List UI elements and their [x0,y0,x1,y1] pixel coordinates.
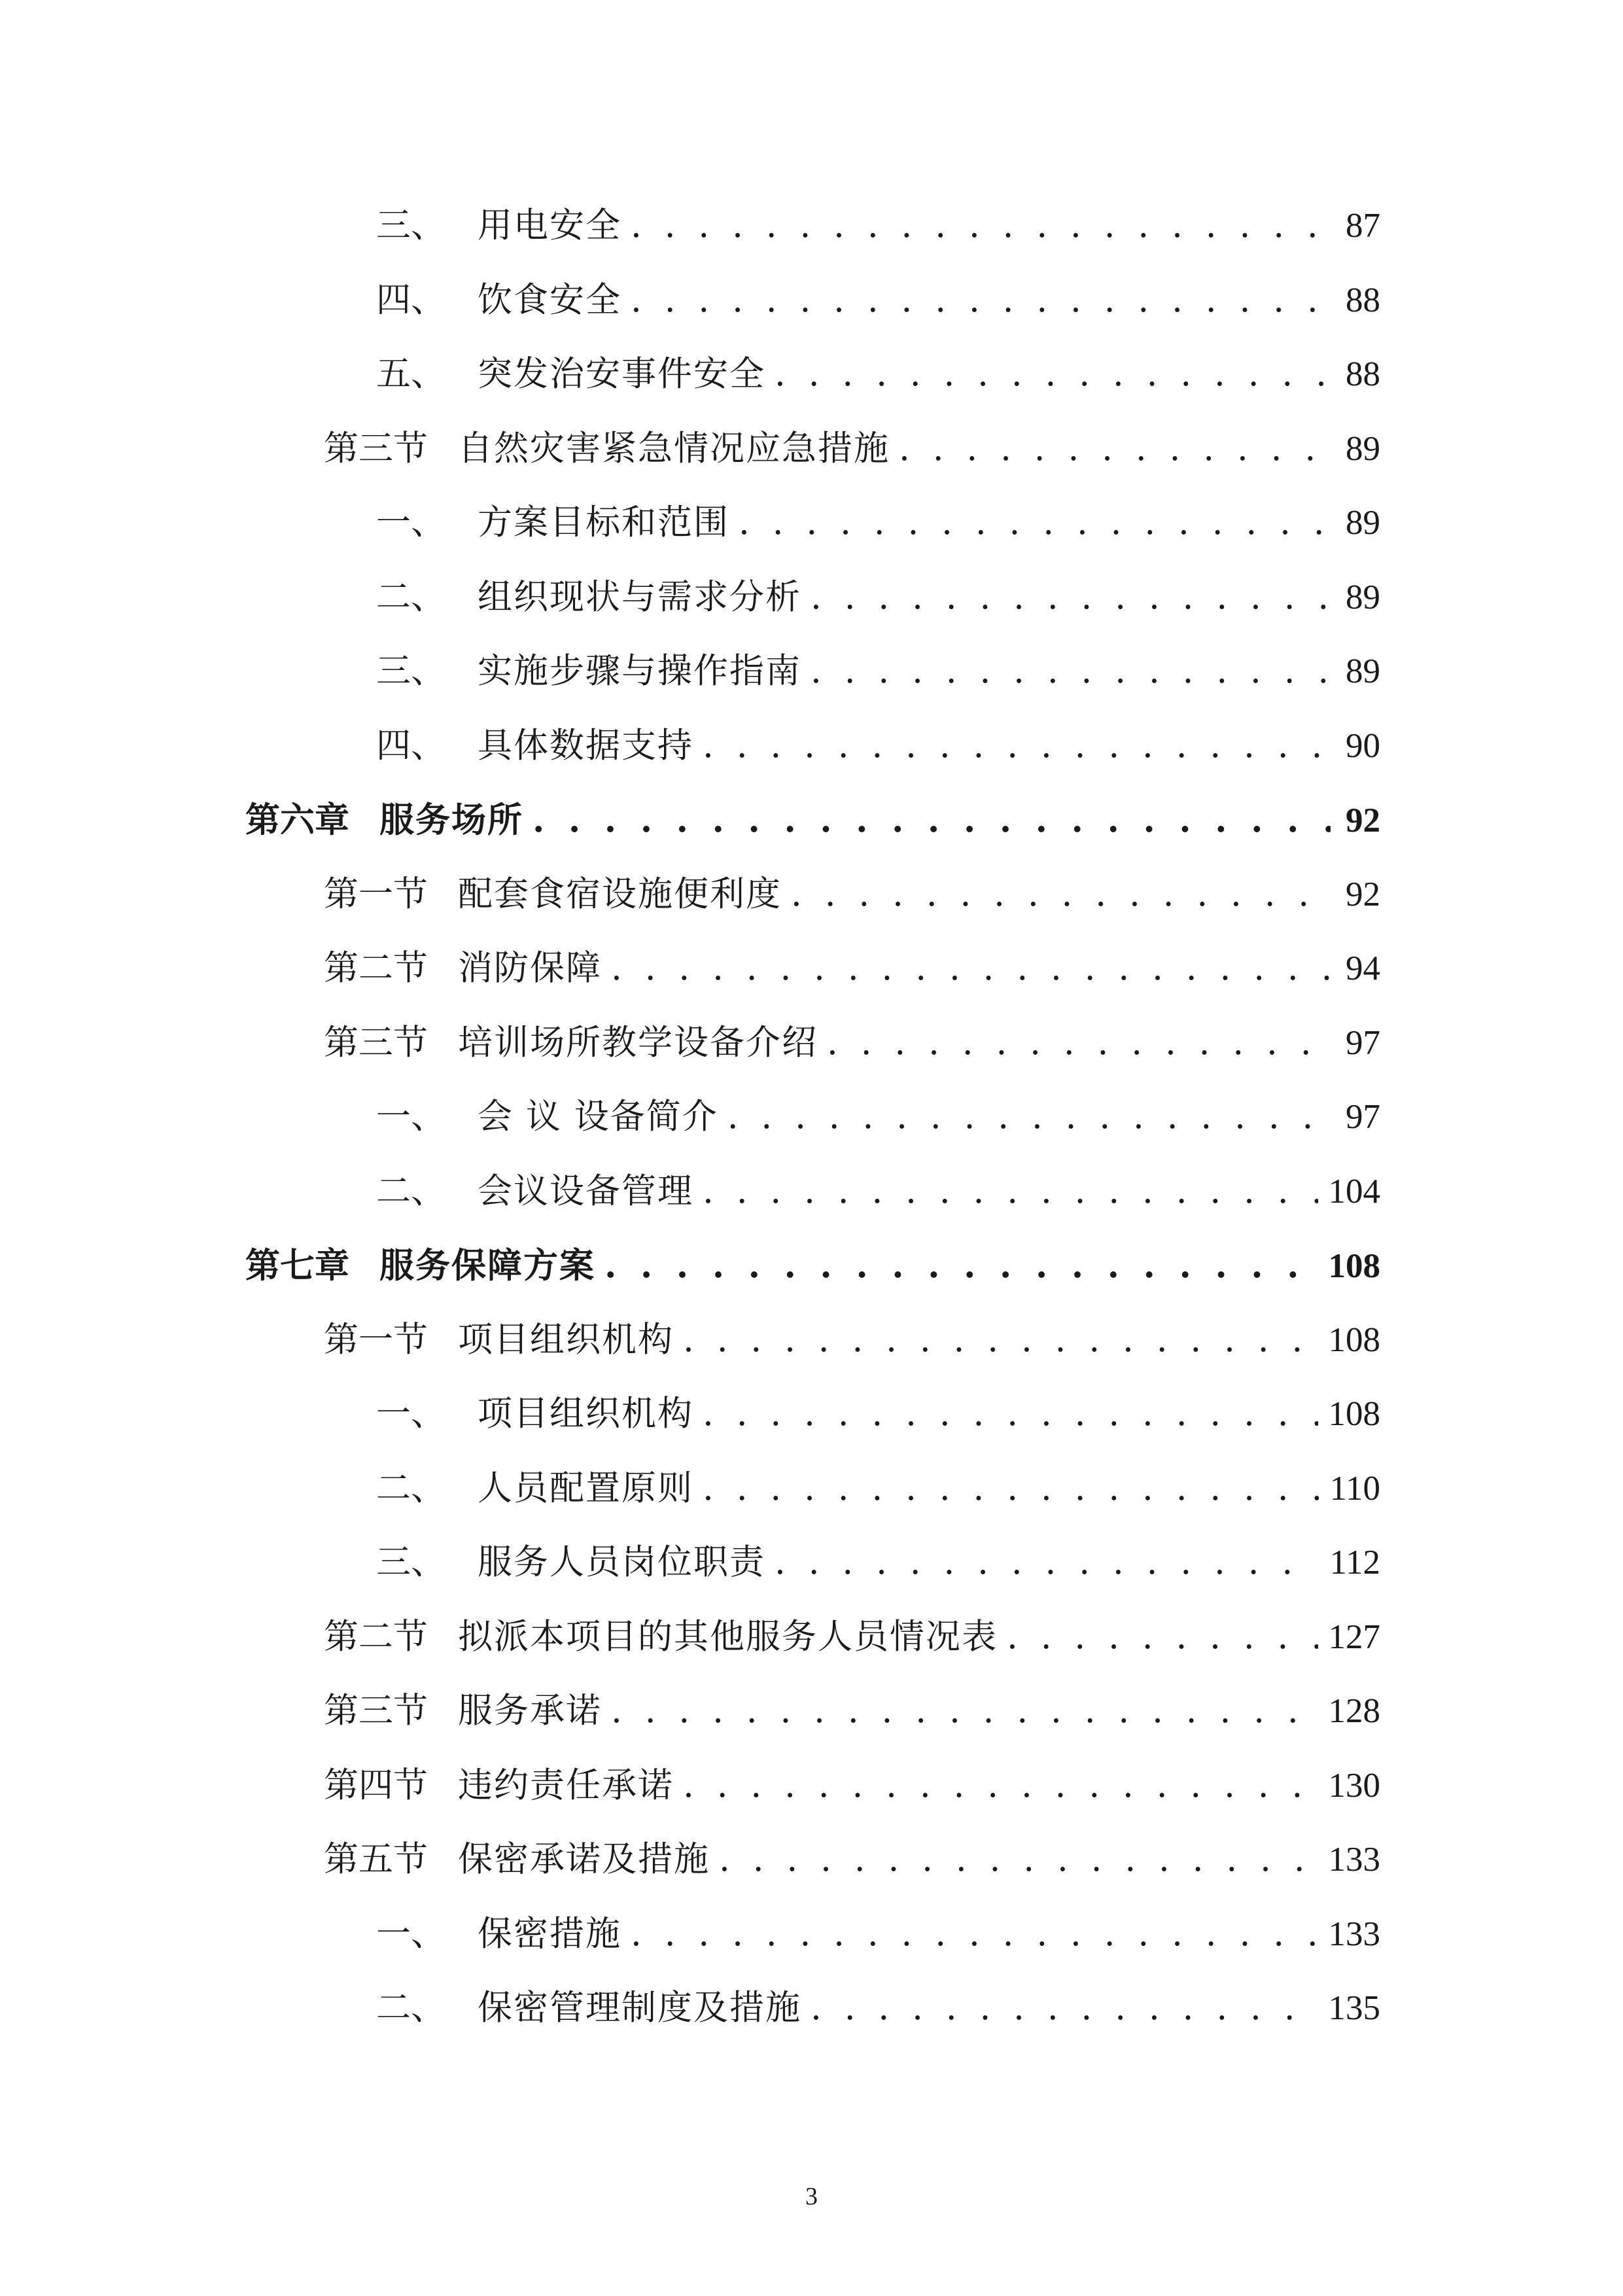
toc-subsection-entry[interactable] [376,345,1380,404]
toc-entry-page-number: 89 [1346,578,1380,616]
toc-dot-leader [739,493,1331,552]
toc-entry-page-number: 108 [1328,1395,1380,1433]
toc-dot-leader [791,865,1331,924]
toc-entry-number: 第五节 [324,1839,428,1879]
toc-chapter-entry[interactable] [245,1236,1380,1295]
toc-entry-page-number: 130 [1328,1766,1380,1805]
toc-entry-title: 具体数据支持 [478,725,693,766]
toc-entry-number: 第七章 [245,1245,349,1286]
toc-entry-number: 二、 [376,1988,445,2028]
footer-page-number: 3 [805,2183,818,2210]
toc-entry-page-number: 133 [1328,1915,1380,1953]
toc-entry-number: 二、 [376,576,445,617]
toc-entry-title: 服务场所 [379,800,523,840]
toc-section-entry[interactable] [324,1608,1380,1667]
toc-entry-title: 保密措施 [478,1913,621,1954]
toc-entry-page-number: 108 [1328,1247,1380,1285]
toc-dot-leader [811,642,1331,701]
toc-entry-title: 拟派本项目的其他服务人员情况表 [458,1616,998,1657]
toc-entry-number: 三、 [376,651,445,691]
toc-entry-title: 用电安全 [478,205,621,245]
toc-entry-number: 第三节 [324,1022,428,1063]
toc-entry-page-number: 110 [1329,1469,1380,1508]
toc-entry-page-number: 94 [1346,949,1380,987]
toc-entry-title: 服务保障方案 [379,1245,595,1286]
toc-dot-leader [631,1905,1318,1964]
toc-entry-number: 第六章 [245,800,349,840]
toc-section-entry[interactable] [324,419,1380,478]
toc-entry-page-number: 89 [1346,429,1380,468]
toc-entry-number: 第二节 [324,1616,428,1657]
toc-entry-page-number: 128 [1328,1692,1380,1730]
toc-entry-page-number: 97 [1346,1023,1380,1062]
toc-dot-leader [631,196,1331,255]
toc-dot-leader [532,790,1331,849]
toc-entry-title: 配套食宿设施便利度 [458,874,782,914]
toc-entry-title: 自然灾害紧急情况应急措施 [458,428,890,468]
toc-subsection-entry[interactable] [376,1905,1380,1964]
toc-section-entry[interactable] [324,1311,1380,1369]
toc-dot-leader [611,1682,1318,1740]
toc-dot-leader [604,1236,1318,1295]
toc-entry-page-number: 112 [1329,1544,1380,1581]
toc-entry-title: 违约责任承诺 [458,1765,674,1805]
toc-section-entry[interactable] [324,1014,1380,1072]
toc-dot-leader [1007,1608,1318,1667]
toc-entry-number: 一、 [376,1913,445,1954]
toc-dot-leader [775,345,1331,404]
toc-entry-page-number: 89 [1346,504,1380,542]
toc-section-entry[interactable] [324,1830,1380,1889]
toc-entry-number: 二、 [376,1468,445,1508]
toc-entry-title: 饮食安全 [478,279,621,320]
toc-subsection-entry[interactable] [376,1162,1380,1221]
toc-entry-page-number: 104 [1328,1172,1380,1210]
toc-entry-title: 培训场所教学设备介绍 [458,1022,818,1063]
toc-entry-number: 一、 [376,1097,445,1137]
toc-entry-page-number: 108 [1328,1320,1380,1359]
toc-entry-title: 项目组织机构 [478,1394,693,1434]
toc-dot-leader [775,1533,1319,1592]
toc-subsection-entry[interactable] [376,642,1380,701]
toc-entry-page-number: 135 [1328,1989,1380,2027]
toc-entry-title: 会 议 设备简介 [478,1097,718,1137]
toc-entry-number: 一、 [376,1394,445,1434]
toc-entry-page-number: 92 [1346,802,1380,839]
toc-entry-title: 实施步骤与操作指南 [478,651,801,691]
toc-dot-leader [727,1087,1331,1146]
toc-entry-title: 服务人员岗位职责 [478,1542,765,1582]
toc-entry-title: 方案目标和范围 [478,503,729,542]
toc-dot-leader [683,1311,1318,1369]
toc-entry-number: 五、 [376,354,445,394]
toc-dot-leader [703,1459,1319,1518]
toc-entry-number: 三、 [376,205,445,245]
toc-section-entry[interactable] [324,939,1380,998]
toc-dot-leader [683,1756,1318,1815]
toc-dot-leader [719,1830,1318,1889]
toc-entry-number: 一、 [376,503,445,542]
toc-entry-page-number: 92 [1346,875,1380,913]
toc-entry-title: 服务承诺 [458,1691,602,1731]
toc-subsection-entry[interactable] [376,1087,1380,1146]
toc-section-entry[interactable] [324,865,1380,924]
toc-section-entry[interactable] [324,1682,1380,1740]
toc-subsection-entry[interactable] [376,1533,1380,1592]
toc-subsection-entry[interactable] [376,1979,1380,2038]
toc-entry-number: 第三节 [324,1691,428,1731]
toc-dot-leader [611,939,1331,998]
toc-subsection-entry[interactable] [376,196,1380,255]
toc-entry-number: 四、 [376,725,445,766]
toc-entry-title: 项目组织机构 [458,1319,674,1360]
toc-entry-title: 突发治安事件安全 [478,354,765,394]
toc-entry-page-number: 127 [1328,1617,1380,1656]
toc-dot-leader [827,1014,1331,1072]
toc-chapter-entry[interactable] [245,790,1380,849]
toc-entry-number: 第二节 [324,948,428,988]
toc-subsection-entry[interactable] [376,271,1380,330]
toc-entry-title: 保密管理制度及措施 [478,1988,801,2028]
toc-subsection-entry[interactable] [376,716,1380,775]
toc-dot-leader [631,271,1331,330]
toc-subsection-entry[interactable] [376,1459,1380,1518]
toc-dot-leader [899,419,1331,478]
toc-entry-number: 第一节 [324,874,428,914]
toc-entry-title: 人员配置原则 [478,1468,693,1508]
toc-entry-title: 会议设备管理 [478,1171,693,1211]
toc-entry-number: 第一节 [324,1319,428,1360]
toc-dot-leader [703,1162,1318,1221]
toc-entry-title: 保密承诺及措施 [458,1839,710,1879]
toc-section-entry[interactable] [324,1756,1380,1815]
toc-entry-page-number: 97 [1346,1098,1380,1136]
toc-subsection-entry[interactable] [376,1385,1380,1443]
toc-entry-page-number: 133 [1328,1841,1380,1879]
toc-entry-title: 消防保障 [458,948,602,988]
toc-dot-leader [811,568,1331,627]
toc-entry-number: 第四节 [324,1765,428,1805]
toc-entry-number: 二、 [376,1171,445,1211]
toc-entry-title: 组织现状与需求分析 [478,576,801,617]
toc-subsection-entry[interactable] [376,568,1380,627]
toc-entry-page-number: 88 [1346,355,1380,393]
toc-subsection-entry[interactable] [376,493,1380,552]
toc-entry-page-number: 87 [1346,207,1380,245]
toc-dot-leader [811,1979,1318,2038]
toc-entry-page-number: 88 [1346,281,1380,319]
toc-entry-number: 四、 [376,279,445,320]
toc-entry-page-number: 90 [1346,726,1380,765]
toc-entry-number: 三、 [376,1542,445,1582]
toc-dot-leader [703,1385,1318,1443]
toc-entry-number: 第三节 [324,428,428,468]
toc-entry-page-number: 89 [1346,652,1380,690]
toc-dot-leader [703,716,1331,775]
